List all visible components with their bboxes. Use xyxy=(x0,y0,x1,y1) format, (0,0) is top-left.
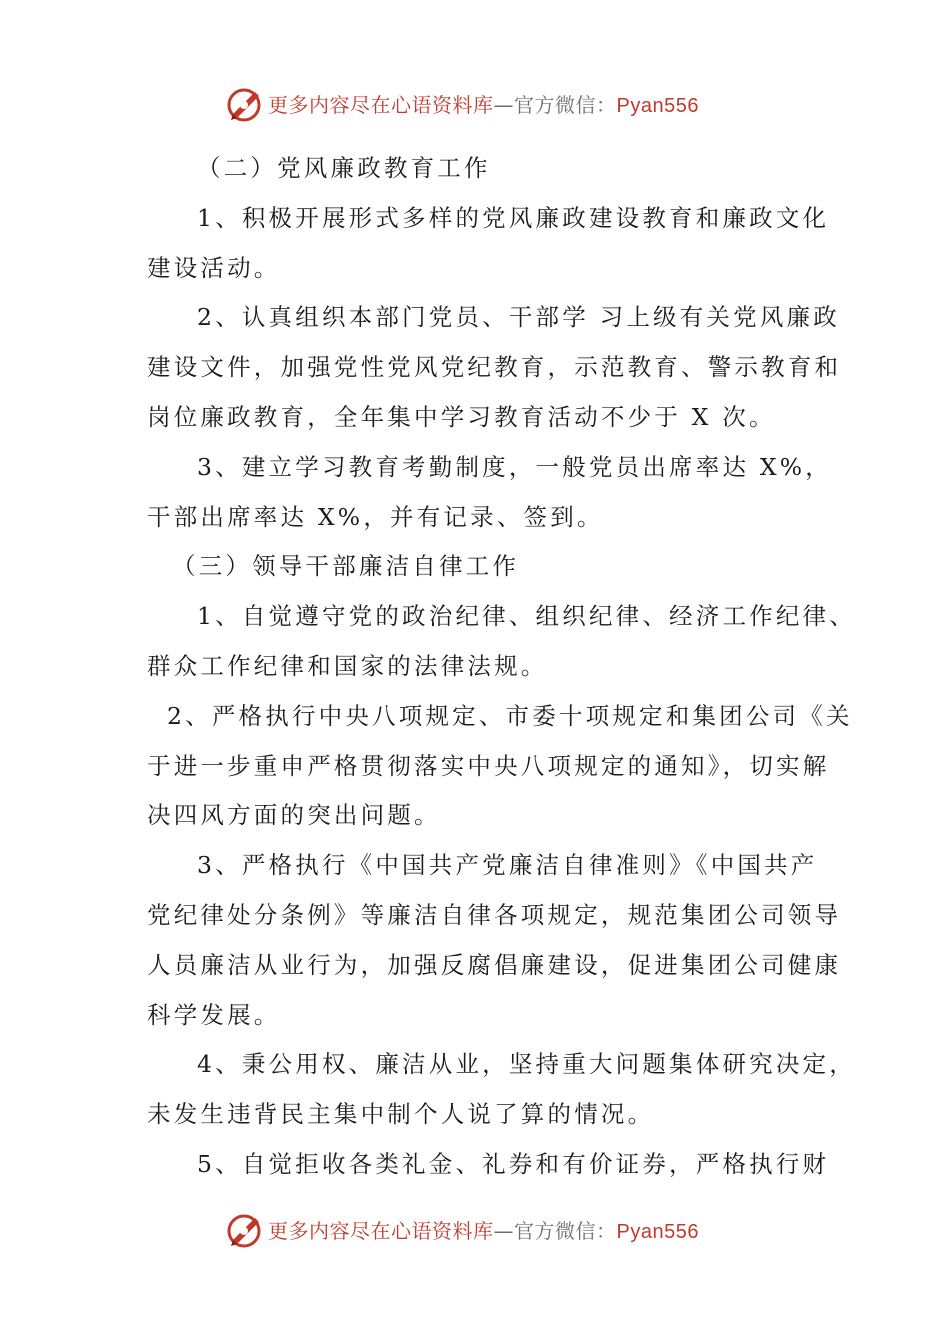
paragraph-line: 2、严格执行中央八项规定、市委十项规定和集团公司《关 xyxy=(167,701,853,730)
paragraph-line: 2、认真组织本部门党员、干部学 习上级有关党风廉政 xyxy=(197,303,840,332)
paragraph-line: 群众工作纪律和国家的法律法规。 xyxy=(147,651,548,680)
paragraph-line: 未发生违背民主集中制个人说了算的情况。 xyxy=(147,1100,655,1129)
watermark-text xyxy=(268,1217,699,1246)
watermark-banner-bottom xyxy=(0,1206,950,1256)
paragraph-line: 科学发展。 xyxy=(147,1000,281,1029)
paragraph-line: 党纪律处分条例》等廉洁自律各项规定，规范集团公司领导 xyxy=(147,900,842,929)
section-heading-2: （二）党风廉政教育工作 xyxy=(197,154,491,182)
paragraph-line: 于进一步重申严格贯彻落实中央八项规定的通知》，切实解 xyxy=(147,751,830,780)
watermark-brand: 更多内容尽在心语资料库 xyxy=(268,93,494,117)
watermark-wechat-id: Pyan556 xyxy=(616,95,699,117)
pen-circle-logo-icon xyxy=(225,1210,265,1250)
paragraph-line: 岗位廉政教育，全年集中学习教育活动不少于 X 次。 xyxy=(147,402,776,431)
paragraph-line: 1、自觉遵守党的政治纪律、组织纪律、经济工作纪律、 xyxy=(197,602,856,631)
watermark-wechat-label: 官方微信： xyxy=(514,93,617,117)
paragraph-line: 3、严格执行《中国共产党廉洁自律准则》《中国共产 xyxy=(197,851,818,880)
paragraph-line: 1、积极开展形式多样的党风廉政建设教育和廉政文化 xyxy=(197,203,830,232)
watermark-dash: — xyxy=(493,93,514,117)
watermark-brand: 更多内容尽在心语资料库 xyxy=(268,1219,494,1243)
watermark-banner-top xyxy=(0,80,950,130)
paragraph-line: 决四风方面的突出问题。 xyxy=(147,801,441,830)
watermark-text xyxy=(268,91,699,120)
document-body xyxy=(147,144,856,1190)
watermark-wechat-label: 官方微信： xyxy=(514,1219,617,1243)
section-heading-3: （三）领导干部廉洁自律工作 xyxy=(172,552,520,581)
pen-circle-logo-icon xyxy=(225,84,265,124)
watermark-dash: — xyxy=(493,1219,514,1243)
paragraph-line: 建设文件，加强党性党风党纪教育，示范教育、警示教育和 xyxy=(147,353,842,382)
paragraph-line: 人员廉洁从业行为，加强反腐倡廉建设，促进集团公司健康 xyxy=(147,950,842,979)
paragraph-line: 3、建立学习教育考勤制度，一般党员出席率达 X%， xyxy=(197,452,832,481)
paragraph-line: 5、自觉拒收各类礼金、礼券和有价证券，严格执行财 xyxy=(197,1149,830,1178)
paragraph-line: 建设活动。 xyxy=(147,253,281,282)
paragraph-line: 4、秉公用权、廉洁从业，坚持重大问题集体研究决定， xyxy=(197,1050,856,1079)
paragraph-line: 干部出席率达 X%，并有记录、签到。 xyxy=(147,502,604,531)
watermark-wechat-id: Pyan556 xyxy=(616,1221,699,1243)
